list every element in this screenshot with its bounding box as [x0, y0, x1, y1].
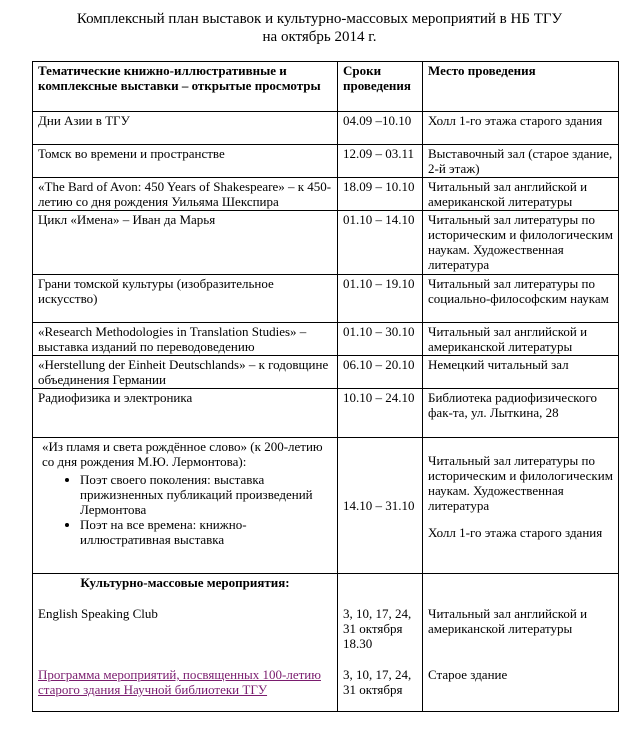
event-title: Дни Азии в ТГУ	[33, 112, 338, 145]
program-link[interactable]: Программа мероприятий, посвященных 100-летию старого здания Научной библиотеки ТГУ	[38, 667, 321, 697]
events-section-title: Культурно-массовые мероприятия:	[80, 575, 290, 590]
lermontov-dates-cell	[338, 438, 423, 574]
lermontov-venue-cell	[423, 438, 619, 574]
table-row-events	[33, 574, 619, 712]
event-dates: 3, 10, 17, 24, 31 октября	[343, 667, 412, 697]
event-venue: Читальный зал английской и американской литературы	[423, 323, 619, 356]
event-venue: Читальный зал английской и американской литературы	[423, 178, 619, 211]
event-venue: Холл 1-го этажа старого здания	[423, 112, 619, 145]
table-row	[33, 389, 619, 438]
event-venue: Читальный зал литературы по историческим и филологическим наукам. Художественная литература	[423, 211, 619, 275]
event-title: Грани томской культуры (изобразительное искусство)	[33, 275, 338, 323]
table-row	[33, 275, 619, 323]
document-title-line-2: на октябрь 2014 г.	[262, 29, 377, 45]
event-venue: Выставочный зал (старое здание, 2-й этаж)	[423, 145, 619, 178]
event-dates: 01.10 – 19.10	[338, 275, 423, 323]
events-dates-cell	[338, 574, 423, 712]
event-title: Цикл «Имена» – Иван да Марья	[33, 211, 338, 275]
event-dates: 12.09 – 03.11	[338, 145, 423, 178]
event-title: «Herstellung der Einheit Deutschlands» – к годовщине объединения Германии	[33, 356, 338, 389]
document-title-line-1: Комплексный план выставок и культурно-массовых мероприятий в НБ ТГУ	[76, 11, 563, 27]
list-item: • Поэт своего поколения: выставка прижизненных публикаций произведений Лермонтова	[80, 472, 333, 517]
event-venue: Библиотека радиофизического фак-та, ул. Лыткина, 28	[423, 389, 619, 438]
events-plan-table	[32, 61, 619, 712]
lermontov-list	[38, 472, 333, 547]
event-dates: 01.10 – 30.10	[338, 323, 423, 356]
list-item: • Поэт на все времена: книжно-иллюстративная выставка	[80, 517, 333, 547]
event-venue: Читальный зал литературы по историческим и филологическим наукам. Художественная литература	[428, 453, 613, 513]
event-venue: Холл 1-го этажа старого здания	[428, 525, 603, 540]
event-venue: Читальный зал английской и американской литературы	[428, 606, 588, 636]
event-dates: 14.10 – 31.10	[343, 498, 415, 513]
header-dates: Сроки проведения	[338, 62, 423, 112]
event-venue: Читальный зал литературы по социально-философским наукам	[423, 275, 619, 323]
event-dates: 01.10 – 14.10	[338, 211, 423, 275]
lermontov-cell	[33, 438, 338, 574]
event-dates: 18.09 – 10.10	[338, 178, 423, 211]
events-section-cell	[33, 574, 338, 712]
table-row	[33, 112, 619, 145]
event-dates: 06.10 – 20.10	[338, 356, 423, 389]
event-dates: 10.10 – 24.10	[338, 389, 423, 438]
event-title: Томск во времени и пространстве	[33, 145, 338, 178]
table-row	[33, 145, 619, 178]
event-venue: Старое здание	[428, 667, 508, 682]
table-header-row	[33, 62, 619, 112]
event-dates: 3, 10, 17, 24, 31 октября 18.30	[343, 606, 412, 651]
table-row	[33, 323, 619, 356]
event-venue: Немецкий читальный зал	[423, 356, 619, 389]
document-title	[0, 10, 639, 46]
event-dates: 04.09 –10.10	[338, 112, 423, 145]
events-venue-cell	[423, 574, 619, 712]
table-row-lermontov	[33, 438, 619, 574]
table-row	[33, 211, 619, 275]
event-title: Радиофизика и электроника	[33, 389, 338, 438]
header-event: Тематические книжно-иллюстративные и комплексные выставки – открытые просмотры	[33, 62, 338, 112]
event-title: English Speaking Club	[38, 606, 158, 621]
table-row	[33, 356, 619, 389]
table-row	[33, 178, 619, 211]
event-title: «Research Methodologies in Translation Studies» – выставка изданий по переводоведению	[33, 323, 338, 356]
event-title: «The Bard of Avon: 450 Years of Shakespeare» – к 450-летию со дня рождения Уильяма Шекспира	[33, 178, 338, 211]
lermontov-title: «Из пламя и света рождённое слово» (к 200-летию со дня рождения М.Ю. Лермонтова):	[42, 439, 323, 469]
header-venue: Место проведения	[423, 62, 619, 112]
